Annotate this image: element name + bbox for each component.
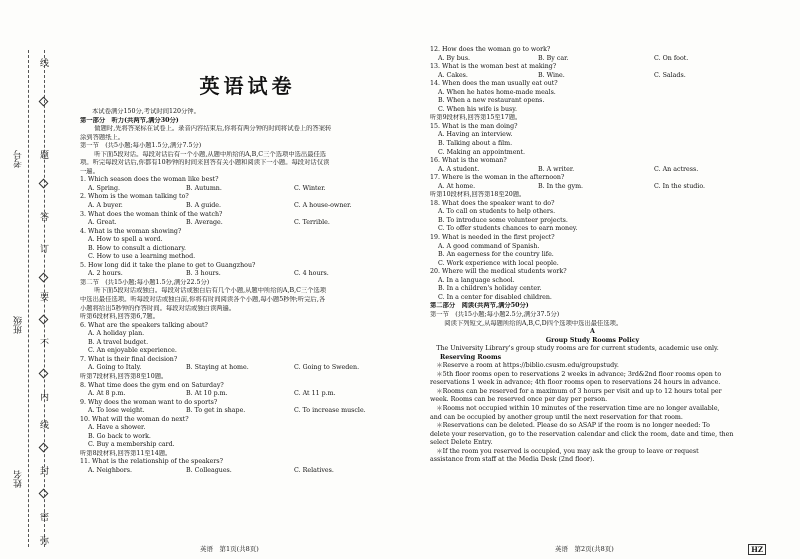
option-row <box>80 185 415 194</box>
option[interactable]: A. Great. <box>88 219 117 227</box>
option-row <box>80 407 415 416</box>
binding-strip <box>0 0 72 559</box>
option[interactable]: C. 4 hours. <box>294 270 329 278</box>
option[interactable]: A. A holiday plan. <box>88 330 145 338</box>
section-heading: 第二节 (共15小题;每小题1.5分,满分22.5分) <box>80 278 210 286</box>
option[interactable]: A. A buyer. <box>88 202 123 210</box>
binding-char: 要 <box>38 292 48 301</box>
passage-text: and can be occupied by another group until the next reservation for that room. <box>430 413 683 421</box>
passage-text: week. Rooms can be reserved once per day per person. <box>430 396 608 404</box>
option[interactable]: C. In a center for disabled children. <box>438 293 552 301</box>
question: 18. What does the speaker want to do? <box>430 199 555 207</box>
instructions: 涂到答题纸上。 <box>80 133 125 141</box>
binding-char: 题 <box>38 150 48 159</box>
question: 8. What time does the gym end on Saturday? <box>80 381 224 389</box>
option[interactable]: B. An eagerness for the country life. <box>438 251 554 259</box>
option[interactable]: A. A student. <box>438 165 480 173</box>
binding-char: 线 <box>38 58 48 67</box>
exam-title: 英语试卷 <box>199 74 296 98</box>
option[interactable]: A. When he hates home-made meals. <box>438 88 556 96</box>
option[interactable]: B. By car. <box>538 54 569 62</box>
passage-text: select Delete Entry. <box>430 439 493 447</box>
page-footer: 英语 第2页(共8页) <box>555 545 614 553</box>
question: 11. What is the relationship of the speakers? <box>80 458 223 466</box>
question: 15. What is the man doing? <box>430 122 518 130</box>
instructions: 一遍。 <box>80 167 99 175</box>
option[interactable]: A. Having an interview. <box>438 131 513 139</box>
field-exam-number: 考号 <box>14 150 24 168</box>
option[interactable]: B. A writer. <box>538 165 575 173</box>
option[interactable]: B. Average. <box>186 219 223 227</box>
option[interactable]: C. Going to Sweden. <box>294 364 360 372</box>
option-row <box>80 202 415 211</box>
option[interactable]: A. At 8 p.m. <box>88 390 126 398</box>
option[interactable]: A. Spring. <box>88 184 121 192</box>
material-note: 听第9段材料,回答第15至17题。 <box>430 114 522 122</box>
question: 2. Whom is the woman talking to? <box>80 193 189 201</box>
option[interactable]: C. A house-owner. <box>294 202 352 210</box>
option[interactable]: C. In the studio. <box>654 182 705 190</box>
option[interactable]: A. To call on students to help others. <box>438 208 556 216</box>
binding-char: 内 <box>38 392 48 401</box>
option[interactable]: C. Salads. <box>654 71 686 79</box>
binding-char: 答 <box>38 212 48 221</box>
option[interactable]: B. To get in shape. <box>186 407 246 415</box>
passage-text: ＊If the room you reserved is occupied, you may ask the group to leave or request <box>430 447 699 455</box>
binding-diamond-icon <box>38 315 48 325</box>
option[interactable]: A. 2 hours. <box>88 270 123 278</box>
question: 19. What is needed in the first project? <box>430 234 555 242</box>
binding-diamond-icon <box>38 179 48 189</box>
passage-text: reservations 1 week in advance; 4th floor rooms open to reservations 24 hours in advance. <box>430 379 721 387</box>
option[interactable]: C. When his wife is busy. <box>438 105 517 113</box>
material-note: 听第6段材料,回答第6,7题。 <box>80 313 159 321</box>
binding-line-inner <box>28 50 29 547</box>
option[interactable]: B. Go back to work. <box>88 432 151 440</box>
option[interactable]: B. At 10 p.m. <box>186 390 228 398</box>
option[interactable]: A. By bus. <box>438 54 471 62</box>
question: 14. When does the man usually eat out? <box>430 80 558 88</box>
question: 1. Which season does the woman like best? <box>80 176 219 184</box>
material-note: 听第7段材料,回答第8至10题。 <box>80 372 168 380</box>
field-class: 班级 <box>14 316 24 334</box>
option-row <box>430 183 755 192</box>
option[interactable]: B. Autumn. <box>186 184 222 192</box>
option[interactable]: B. To introduce some volunteer projects. <box>438 216 568 224</box>
question: 3. What does the woman think of the watch? <box>80 210 223 218</box>
instructions: 小题将给出5秒钟的作答时间。每段对话或独白读两遍。 <box>80 304 236 312</box>
option[interactable]: B. Colleagues. <box>186 466 232 474</box>
paper-code: HZ <box>748 544 766 555</box>
option[interactable]: C. On foot. <box>654 54 689 62</box>
binding-diamond-icon <box>38 273 48 283</box>
passage-text: assistance from staff at the Media Desk (2nd floor). <box>430 456 595 464</box>
material-note: 听第8段材料,回答第11至14题。 <box>80 449 172 457</box>
instructions: 听下面5段对话。每段对话后有一个小题,从题中所给的A,B,C三个选项中选出最佳选 <box>88 150 327 158</box>
binding-char: 封 <box>38 466 48 475</box>
question: 5. How long did it take the plane to get to Guangzhou? <box>80 261 256 269</box>
page-footer: 英语 第1页(共8页) <box>200 545 259 553</box>
passage-text: ＊Rooms can be reserved for a maximum of 3 hours per visit and up to 12 hours total per <box>430 387 722 395</box>
instructions: 中选出最佳选项。听每段对话或独白前,你将有时间阅读各个小题,每小题5秒钟;听完后,各 <box>80 296 326 304</box>
option[interactable]: B. In a children's holiday center. <box>438 285 542 293</box>
option[interactable]: C. At 11 p.m. <box>294 390 336 398</box>
passage-subheading: Reserving Rooms <box>440 353 502 361</box>
passage-text: ＊Rooms not occupied within 10 minutes of the reservation time are no longer available, <box>430 404 720 412</box>
option[interactable]: C. Work experience with local people. <box>438 259 559 267</box>
question: 20. Where will the medical students work? <box>430 268 567 276</box>
option[interactable]: A. Have a shower. <box>88 424 146 432</box>
option[interactable]: A. How to spell a word. <box>88 236 163 244</box>
material-note: 听第10段材料,回答第18至20题。 <box>430 191 526 199</box>
option-row <box>430 166 755 175</box>
binding-char: 订 <box>38 244 48 253</box>
option-row <box>80 270 415 279</box>
option[interactable]: B. Wine. <box>538 71 565 79</box>
passage-title: Group Study Rooms Policy <box>545 336 640 344</box>
section-heading: 第一节 (共5小题;每小题1.5分,满分7.5分) <box>80 142 202 150</box>
passage-text: ＊Reserve a room at https://biblio.csusm.edu/groupstudy. <box>430 362 619 370</box>
part-heading: 第二部分 阅读(共两节,满分50分) <box>430 302 529 310</box>
question: 13. What is the woman best at making? <box>430 63 557 71</box>
binding-char: 密 <box>38 512 48 521</box>
question: 6. What are the speakers talking about? <box>80 321 208 329</box>
passage-text: The University Library's group study rooms are for current students, academic use only. <box>430 345 719 353</box>
option[interactable]: B. Talking about a film. <box>438 140 513 148</box>
option[interactable]: C. Winter. <box>294 184 326 192</box>
option[interactable]: A. In a language school. <box>438 276 515 284</box>
section-heading: 第一节 (共15小题;每小题2.5分,满分37.5分) <box>430 310 560 318</box>
option[interactable]: C. Terrible. <box>294 219 330 227</box>
page-1 <box>80 0 415 476</box>
question: 16. What is the woman? <box>430 157 507 165</box>
intro-text: 本试卷满分150分,考试时间120分钟。 <box>92 108 200 115</box>
option[interactable]: A. Going to Italy. <box>88 364 142 372</box>
question: 10. What will the woman do next? <box>80 415 189 423</box>
option-row <box>80 390 415 399</box>
question: 7. What is their final decision? <box>80 355 178 363</box>
option[interactable]: B. A travel budget. <box>88 338 149 346</box>
instructions: 项。听完每段对话后,你都有10秒钟的时间来回答有关小题和阅读下一小题。每段对话仅读 <box>80 159 330 167</box>
option-row <box>430 55 755 64</box>
binding-diamond-icon <box>38 369 48 379</box>
option[interactable]: C. To increase muscle. <box>294 407 366 415</box>
passage-text: ＊5th floor rooms open to reservations 2 weeks in advance; 3rd&2nd floor rooms open to <box>430 370 722 378</box>
binding-diamond-icon <box>38 489 48 499</box>
passage-text: ＊Reservations can be deleted. Please do so ASAP if the room is no longer needed: To <box>430 422 710 430</box>
passage-text: delete your reservation, go to the reservation calendar and click the room, date and time, then <box>430 430 734 438</box>
option[interactable]: B. A guide. <box>186 202 222 210</box>
binding-char: 弥 <box>38 536 48 545</box>
field-name: 姓名 <box>14 470 24 488</box>
option[interactable]: B. How to consult a dictionary. <box>88 244 187 252</box>
option[interactable]: A. A good command of Spanish. <box>438 242 540 250</box>
instructions: 做题时,先将答案标在试卷上。录音内容结束后,你将有两分钟的时间将试卷上的答案转 <box>88 125 332 133</box>
instructions: 听下面5段对话或独白。每段对话或独白后有几个小题,从题中所给的A,B,C三个选项 <box>88 287 327 295</box>
option[interactable]: A. Neighbors. <box>88 466 132 474</box>
part-heading: 第一部分 听力(共两节,满分30分) <box>80 116 179 124</box>
binding-diamond-icon <box>38 97 48 107</box>
option-row <box>80 364 415 373</box>
option[interactable]: A. To lose weight. <box>88 407 145 415</box>
option[interactable]: B. In the gym. <box>538 182 584 190</box>
binding-char: 不 <box>38 338 48 347</box>
option[interactable]: C. An enjoyable experience. <box>88 347 177 355</box>
question: 17. Where is the woman in the afternoon? <box>430 174 565 182</box>
question: 12. How does the woman go to work? <box>430 46 551 53</box>
option-row <box>80 467 415 476</box>
option[interactable]: B. When a new restaurant opens. <box>438 97 545 105</box>
option[interactable]: C. Buy a membership card. <box>88 441 175 449</box>
option[interactable]: C. To offer students chances to earn money. <box>438 225 578 233</box>
option-row <box>430 72 755 81</box>
option-row <box>80 219 415 228</box>
question: 9. Why does the woman want to do sports? <box>80 398 218 406</box>
passage-letter: A <box>590 328 595 336</box>
option[interactable]: C. Making an appointment. <box>438 148 526 156</box>
option[interactable]: B. Staying at home. <box>186 364 249 372</box>
instructions: 阅读下列短文,从每题所给的A,B,C,D四个选项中选出最佳选项。 <box>438 319 623 327</box>
question: 4. What is the woman showing? <box>80 227 182 235</box>
option[interactable]: C. Relatives. <box>294 466 334 474</box>
binding-diamond-icon <box>38 443 48 453</box>
binding-char: 线 <box>38 420 48 429</box>
option[interactable]: C. An actress. <box>654 165 699 173</box>
option[interactable]: C. How to use a learning method. <box>88 253 196 261</box>
page-2 <box>430 46 755 465</box>
option[interactable]: A. Cakes. <box>438 71 468 79</box>
option[interactable]: B. 3 hours. <box>186 270 221 278</box>
option[interactable]: A. At home. <box>438 182 476 190</box>
